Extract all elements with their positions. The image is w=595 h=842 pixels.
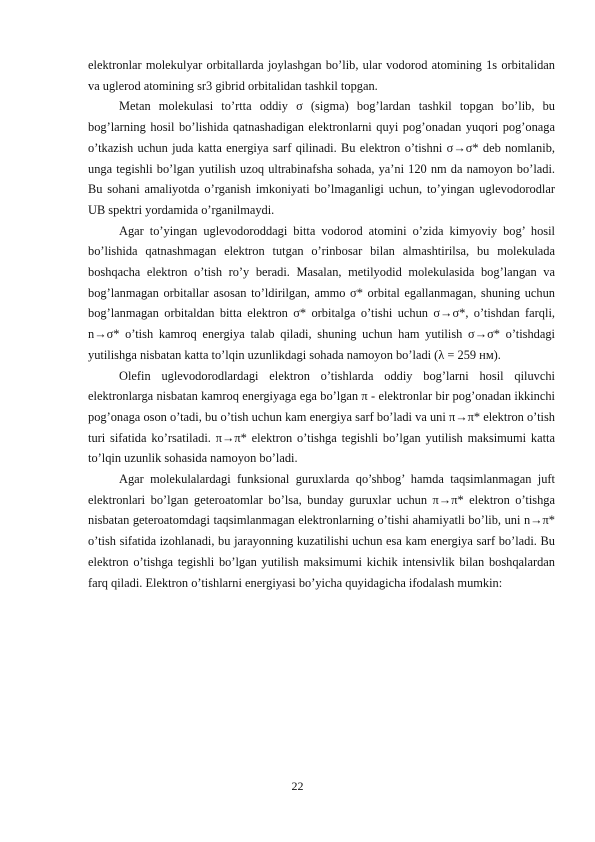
document-body	[88, 55, 555, 593]
paragraph-heteroatoms: Agar molekulalardagi funksional guruxlarda qo’shbog’ hamda taqsimlanmagan juft elektronlari bo’lgan geteroatomlar bo’lsa, bunday guruxlar uchun π→π* elektron o’tishga nisbatan geteroatomdagi taqsimlanmagan elektronlarning o’tishi ahamiyatli bo’lib, uni n→π* o’tish sifatida izohlanadi, bu jarayonning kuzatilishi uchun esa kam energiya sarf bo’ladi. Bu elektron o’tishga tegishli bo’lgan yutilish maksimumi kichik intensivlik bilan boshqalardan farq qiladi. Elektron o’tishlarni energiyasi bo’yicha quyidagicha ifodalash mumkin:	[88, 472, 555, 590]
paragraph-methane: Metan molekulasi to’rtta oddiy σ (sigma) bog’lardan tashkil topgan bo’lib, bu bog’larning hosil bo’lishida qatnashadigan elektronlarni quyi pog’onadan yuqori pog’onaga o’tkazish uchun juda katta energiya sarf qilinadi. Bu elektron o’tishni σ→σ* deb nomlanib, unga tegishli bo’lgan yutilish uzoq ultrabinafsha sohada, ya’ni 120 nm da namoyon bo’ladi. Bu sohani amaliyotda o’rganish imkoniyati bo’lmaganligi uchun, to’yingan uglevodorodlar UB spektri yordamida o’rganilmaydi.	[88, 99, 555, 217]
paragraph-substitution: Agar to’yingan uglevodoroddagi bitta vodorod atomini o’zida kimyoviy bog’ hosil bo’lishida qatnashmagan elektron tutgan o’rinbosar bilan almashtirilsa, bu molekulada boshqacha elektron o’tish ro’y beradi. Masalan, metilyodid molekulasida bog’langan va bog’lanmagan orbitallar asosan to’ldirilgan, ammo σ* orbital egallanmagan, shuning uchun bog’lanmagan orbitaldan bitta elektron σ* orbitalga o’tishi uchun σ→σ*, o’tishdan farqli, n→σ* o’tish kamroq energiya talab qiladi, shuning uchun ham yutilish σ→σ* o’tishdagi yutilishga nisbatan katta to’lqin uzunlikdagi sohada namoyon bo’ladi (λ = 259 нм).	[88, 223, 555, 362]
paragraph-olefin: Olefin uglevodorodlardagi elektron o’tishlarda oddiy bog’larni hosil qiluvchi elektronlarga nisbatan kamroq energiyaga ega bo’lgan π - elektronlar bir pog’onadan ikkinchi pog’onaga oson o’tadi, bu o’tish uchun kam energiya sarf bo’ladi va uni π→π* elektron o’tish turi sifatida ko’rsatiladi. π→π* elektron o’tishga tegishli bo’lgan yutilish maksimumi katta to’lqin uzunlik sohasida namoyon bo’ladi.	[88, 368, 555, 466]
page-number: 22	[291, 779, 304, 793]
paragraph-continuation: elektronlar molekulyar orbitallarda joylashgan bo’lib, ular vodorod atomining 1s orbitalidan va uglerod atomining sr3 gibrid orbitalidan tashkil topgan.	[88, 58, 555, 93]
